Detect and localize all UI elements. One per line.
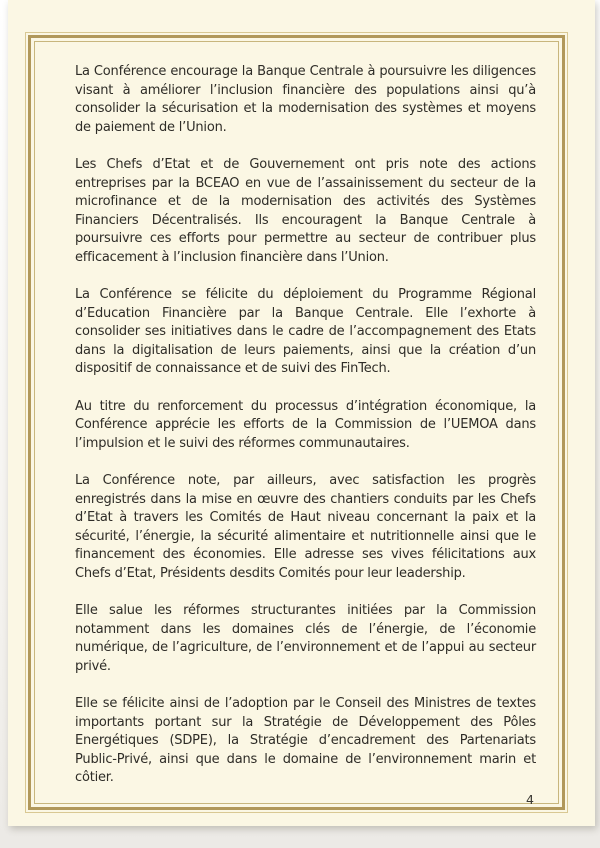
paragraph: La Conférence se félicite du déploiement du Programme Régional d’Education Financière par la Banque Centrale. Elle l’exhorte à consolider ses initiatives dans le cadre de l’accompagnement des Etats dans la digitalisation de leurs paiements, ainsi que la création d’un dispositif de connaissance et de suivi des FinTech.: [75, 287, 536, 376]
page-number: 4: [526, 792, 534, 807]
paragraph: Elle salue les réformes structurantes initiées par la Commission notamment dans les domaines clés de l’énergie, de l’économie numérique, de l’agriculture, de l’environnement et de l’appui au secteur privé.: [75, 603, 536, 674]
paper-sheet: [8, 0, 595, 826]
paragraph: La Conférence encourage la Banque Centrale à poursuivre les diligences visant à améliorer l’inclusion financière des populations ainsi qu’à consolider la sécurisation et la modernisation des systèmes et moyens de paiement de l’Union.: [75, 64, 536, 135]
paragraph: Les Chefs d’Etat et de Gouvernement ont pris note des actions entreprises par la BCEAO en vue de l’assainissement du secteur de la microfinance et de la modernisation des activités des Systèmes Financiers Décentralisés. Ils encouragent la Banque Centrale à poursuivre ces efforts pour permettre au secteur de contribuer plus efficacement à l’inclusion financière dans l’Union.: [75, 157, 536, 265]
paragraph: Elle se félicite ainsi de l’adoption par le Conseil des Ministres de textes importants portant sur la Stratégie de Développement des Pôles Energétiques (SDPE), la Stratégie d’encadrement des Partenariats Public-Privé, ainsi que dans le domaine de l’environnement marin et côtier.: [75, 696, 536, 785]
paragraph: La Conférence note, par ailleurs, avec satisfaction les progrès enregistrés dans la mise en œuvre des chantiers conduits par les Chefs d’Etat à travers les Comités de Haut niveau concernant la paix et la sécurité, l’énergie, la sécurité alimentaire et nutritionnelle ainsi que le financement des économies. Elle adresse ses vives félicitations aux Chefs d’Etat, Présidents desdits Comités pour leur leadership.: [75, 473, 536, 581]
document-body: [75, 63, 536, 807]
paragraph: Au titre du renforcement du processus d’intégration économique, la Conférence apprécie les efforts de la Commission de l’UEMOA dans l’impulsion et le suivi des réformes communautaires.: [75, 398, 536, 451]
